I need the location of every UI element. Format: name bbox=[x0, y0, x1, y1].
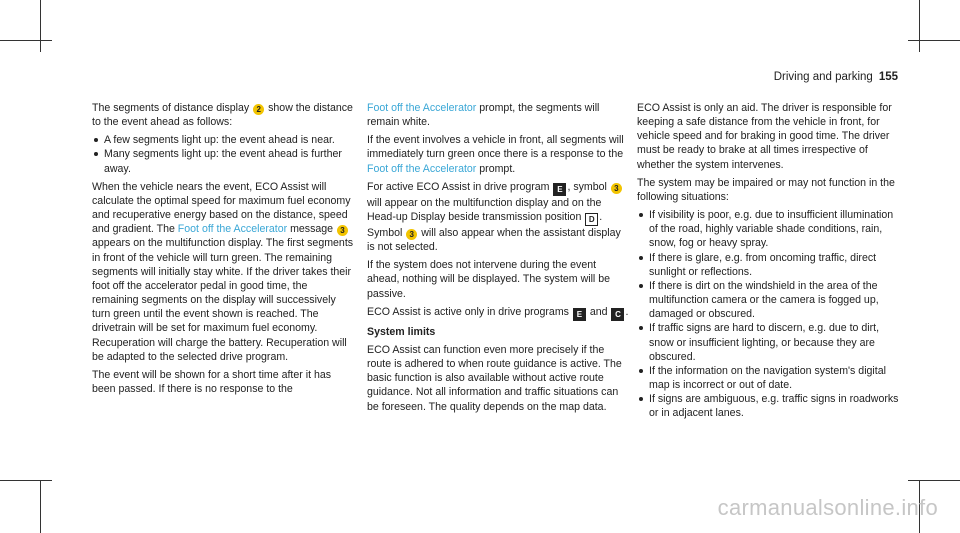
section-title: Driving and parking bbox=[773, 71, 873, 83]
page-header bbox=[774, 71, 898, 83]
text: appears on the multifunction display. The first segments in front of the vehicle will turn green. The remaining segments will initially stay white. If the driver takes their foot off the accelerator pedal in good time, the remaining segments on the display will successively turn green until the event shown is reached. The drivetrain will be set for maximum fuel economy. Recuperation will charge the battery. Recuperation will be adapted to the selected drive program. bbox=[92, 237, 354, 363]
list-item: If visibility is poor, e.g. due to insufficient illumination of the road, highly variable shade conditions, rain, snow, fog or heavy spray. bbox=[637, 208, 899, 250]
text: , symbol bbox=[567, 180, 610, 193]
list-item: If the information on the navigation system's digital map is incorrect or out of date. bbox=[637, 364, 899, 392]
list-item: If traffic signs are hard to discern, e.g. due to dirt, snow or insufficient lighting, or because they are obscured. bbox=[637, 321, 899, 363]
text: and bbox=[586, 305, 611, 318]
text: The segments of distance display bbox=[92, 102, 253, 114]
list-item: If there is dirt on the windshield in the area of the multifunction camera or the camera is fogged up, damaged or obscured. bbox=[637, 279, 899, 321]
callout-number-icon: 2 bbox=[253, 104, 264, 115]
text: When the vehicle nears the event, ECO Assist will calculate the optimal speed for maximum fuel economy and recuperative energy based on the distance, speed and gradient. The bbox=[92, 180, 351, 236]
drive-program-c-icon: C bbox=[611, 308, 624, 321]
paragraph bbox=[367, 133, 629, 175]
watermark: carmanualsonline.info bbox=[717, 495, 938, 520]
text: prompt, the segments will remain white. bbox=[367, 102, 600, 129]
text: For active ECO Assist in drive program bbox=[367, 180, 553, 193]
crop-mark bbox=[40, 480, 41, 533]
column-1 bbox=[92, 101, 354, 400]
bullet-list bbox=[637, 208, 899, 420]
text: will also appear when the assistant display is not selected. bbox=[367, 226, 621, 254]
callout-number-icon: 3 bbox=[337, 225, 348, 236]
paragraph bbox=[367, 180, 629, 254]
paragraph: ECO Assist can function even more precisely if the route is adhered to when route guidance is active. The basic function is also available without active route guidance. Not all information and traffic situations can be foreseen. The quality depends on the map data. bbox=[367, 343, 622, 413]
text: show the distance to the event ahead as follows: bbox=[92, 102, 353, 129]
text: message bbox=[287, 223, 337, 236]
callout-number-icon: 3 bbox=[611, 183, 622, 194]
text: If the event involves a vehicle in front, all segments will immediately turn green once there is a response to the bbox=[367, 134, 624, 161]
crop-mark bbox=[0, 480, 52, 481]
display-message-link: Foot off the Accelerator bbox=[367, 162, 477, 175]
column-2 bbox=[367, 101, 629, 418]
list-item: If signs are ambiguous, e.g. traffic signs in roadworks or in adjacent lanes. bbox=[637, 392, 899, 420]
section-heading: System limits bbox=[367, 325, 436, 338]
crop-mark bbox=[0, 40, 52, 41]
text: prompt. bbox=[476, 162, 516, 175]
display-message-link: Foot off the Accelerator bbox=[177, 223, 288, 236]
paragraph: If the system does not intervene during the event ahead, nothing will be displayed. The system will be passive. bbox=[367, 259, 611, 300]
list-item: Many segments light up: the event ahead is further away. bbox=[92, 147, 354, 175]
column-3 bbox=[637, 101, 899, 424]
drive-program-e-icon: E bbox=[573, 308, 586, 321]
crop-mark bbox=[40, 0, 41, 52]
crop-mark bbox=[908, 480, 960, 481]
callout-number-icon: 3 bbox=[406, 229, 417, 240]
paragraph bbox=[92, 101, 354, 129]
text: will appear on the multifunction display and on the Head-up Display beside transmission position bbox=[367, 196, 602, 223]
paragraph: The system may be impaired or may not function in the following situations: bbox=[637, 176, 895, 203]
text: . Symbol bbox=[367, 210, 603, 239]
list-item: A few segments light up: the event ahead is near. bbox=[92, 133, 354, 147]
crop-mark bbox=[919, 0, 920, 52]
transmission-d-icon: D bbox=[585, 213, 598, 226]
display-message-link: Foot off the Accelerator bbox=[367, 102, 477, 114]
paragraph bbox=[92, 180, 354, 364]
paragraph bbox=[367, 305, 629, 321]
text: ECO Assist is active only in drive programs bbox=[367, 305, 572, 318]
crop-mark bbox=[908, 40, 960, 41]
paragraph: ECO Assist is only an aid. The driver is responsible for keeping a safe distance from the vehicle in front, for vehicle speed and for braking in good time. The driver must be ready to brake at all times irrespective of whether the system intervenes. bbox=[637, 102, 892, 171]
list-item: If there is glare, e.g. from oncoming traffic, direct sunlight or reflections. bbox=[637, 251, 899, 279]
bullet-list bbox=[92, 133, 354, 175]
paragraph: The event will be shown for a short time after it has been passed. If there is no response to the bbox=[92, 368, 332, 395]
paragraph bbox=[367, 101, 629, 129]
text: . bbox=[625, 305, 629, 318]
page-number: 155 bbox=[878, 71, 898, 83]
drive-program-e-icon: E bbox=[553, 183, 566, 196]
